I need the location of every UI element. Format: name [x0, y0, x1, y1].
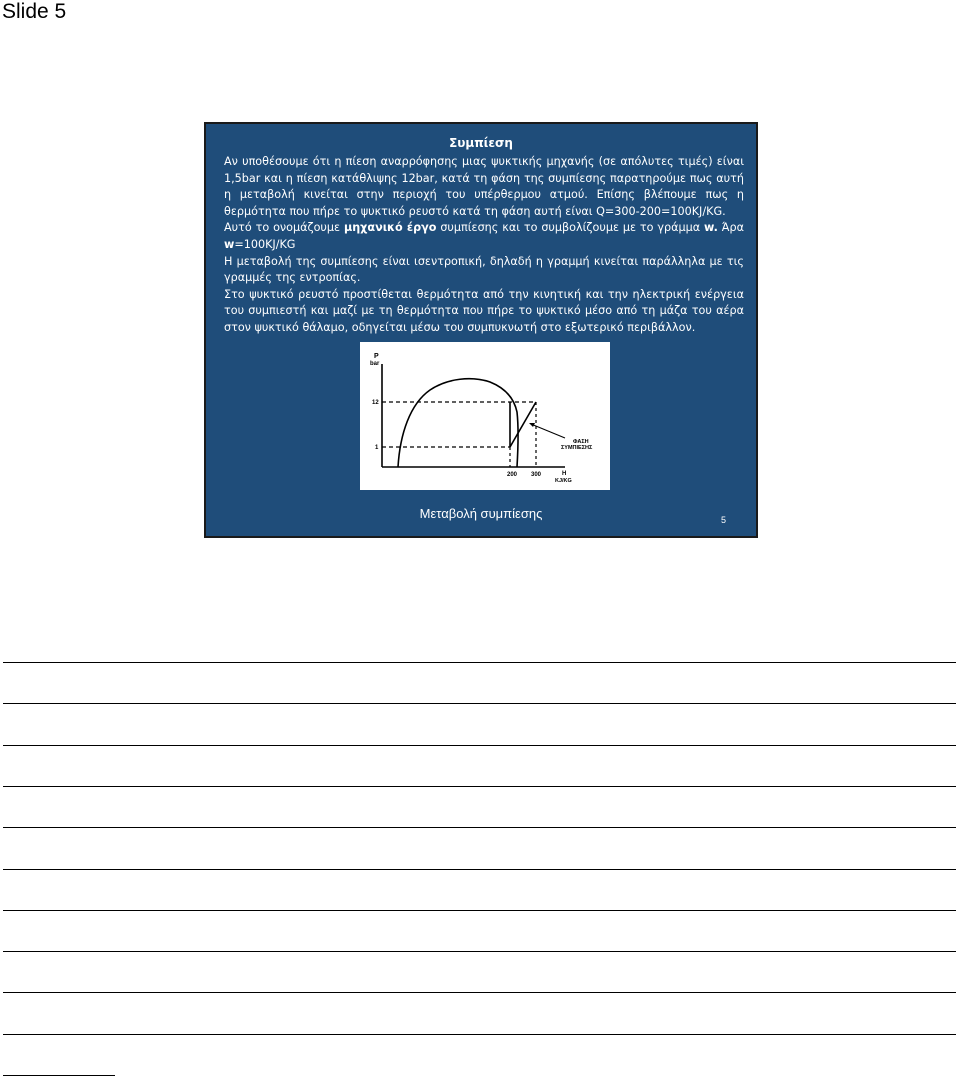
- slide-title: Συμπίεση: [449, 136, 513, 150]
- slide-caption: Μεταβολή συμπίεσης: [419, 506, 543, 521]
- y-tick-low: 1: [375, 445, 379, 451]
- page-heading: Slide 5: [2, 0, 67, 23]
- note-line: [3, 951, 956, 952]
- note-line: [3, 1075, 115, 1076]
- paragraph-work-after: Άρα: [717, 221, 744, 235]
- note-line: [3, 869, 956, 870]
- annotation-line1: ΦΑΣΗ: [573, 439, 589, 445]
- work-value: =100KJ/KG: [234, 237, 296, 251]
- slide-body: [224, 154, 744, 337]
- note-line: [3, 662, 956, 663]
- paragraph-work-start: Αυτό το ονομάζουμε: [224, 221, 344, 235]
- paragraph-work-middle: συμπίεσης και το συμβολίζουμε με το γράμμα: [436, 221, 704, 235]
- note-line: [3, 745, 956, 746]
- note-line: [3, 703, 956, 704]
- paragraph-heat: Στο ψυκτικό ρευστό προστίθεται θερμότητα από την κινητική και την ηλεκτρική ενέργεια του συμπιεστή και μαζί με τη θερμότητα που πήρε το ψυκτικό μέσο από τη μάζα του αέρα στον ψυκτικό θάλαμο, οδηγείται μέσω του συμπυκνωτή στο εξωτερικό περιβάλλον.: [224, 287, 744, 334]
- slide: [204, 122, 758, 538]
- paragraph-work: [224, 220, 744, 253]
- x-tick-b: 300: [531, 472, 542, 478]
- annotation-arrow-line: [531, 424, 565, 438]
- x-axis-label-top: H: [562, 471, 567, 477]
- note-line: [3, 827, 956, 828]
- work-symbol: w.: [704, 221, 718, 235]
- mechanical-work-term: μηχανικό έργο: [343, 221, 437, 235]
- y-tick-high: 12: [372, 400, 379, 406]
- slide-number: 5: [720, 515, 726, 525]
- note-line: [3, 992, 956, 993]
- y-axis-label-unit: bar: [370, 361, 380, 367]
- note-line: [3, 786, 956, 787]
- note-line: [3, 1034, 956, 1035]
- paragraph-pressures: Αν υποθέσουμε ότι η πίεση αναρρόφησης μιας ψυκτικής μηχανής (σε απόλυτες τιμές) είναι 1,5bar και η πίεση κατάθλιψης 12bar, κατά τη φάση της συμπίεσης παρατηρούμε πως αυτή η μεταβολή κινείται στην περιοχή του υπέρθερμου ατμού. Επίσης βλέπουμε πως η θερμότητα που πήρε το ψυκτικό ρευστό κατά τη φάση αυτή είναι Q=300-200=100KJ/KG.: [224, 155, 744, 218]
- annotation-line2: ΣΥΜΠΙΕΣΗΣ: [561, 445, 593, 451]
- saturation-dome: [398, 379, 518, 467]
- x-axis-label-unit: KJ/KG: [555, 478, 572, 484]
- ph-diagram: [360, 342, 610, 490]
- note-line: [3, 910, 956, 911]
- x-tick-a: 200: [507, 472, 518, 478]
- y-axis-label-top: P: [374, 353, 379, 360]
- paragraph-isentropic: Η μεταβολή της συμπίεσης είναι ισεντροπική, δηλαδή η γραμμή κινείται παράλληλα με τις γραμμές της εντροπίας.: [224, 254, 744, 285]
- work-symbol-2: w: [224, 237, 235, 251]
